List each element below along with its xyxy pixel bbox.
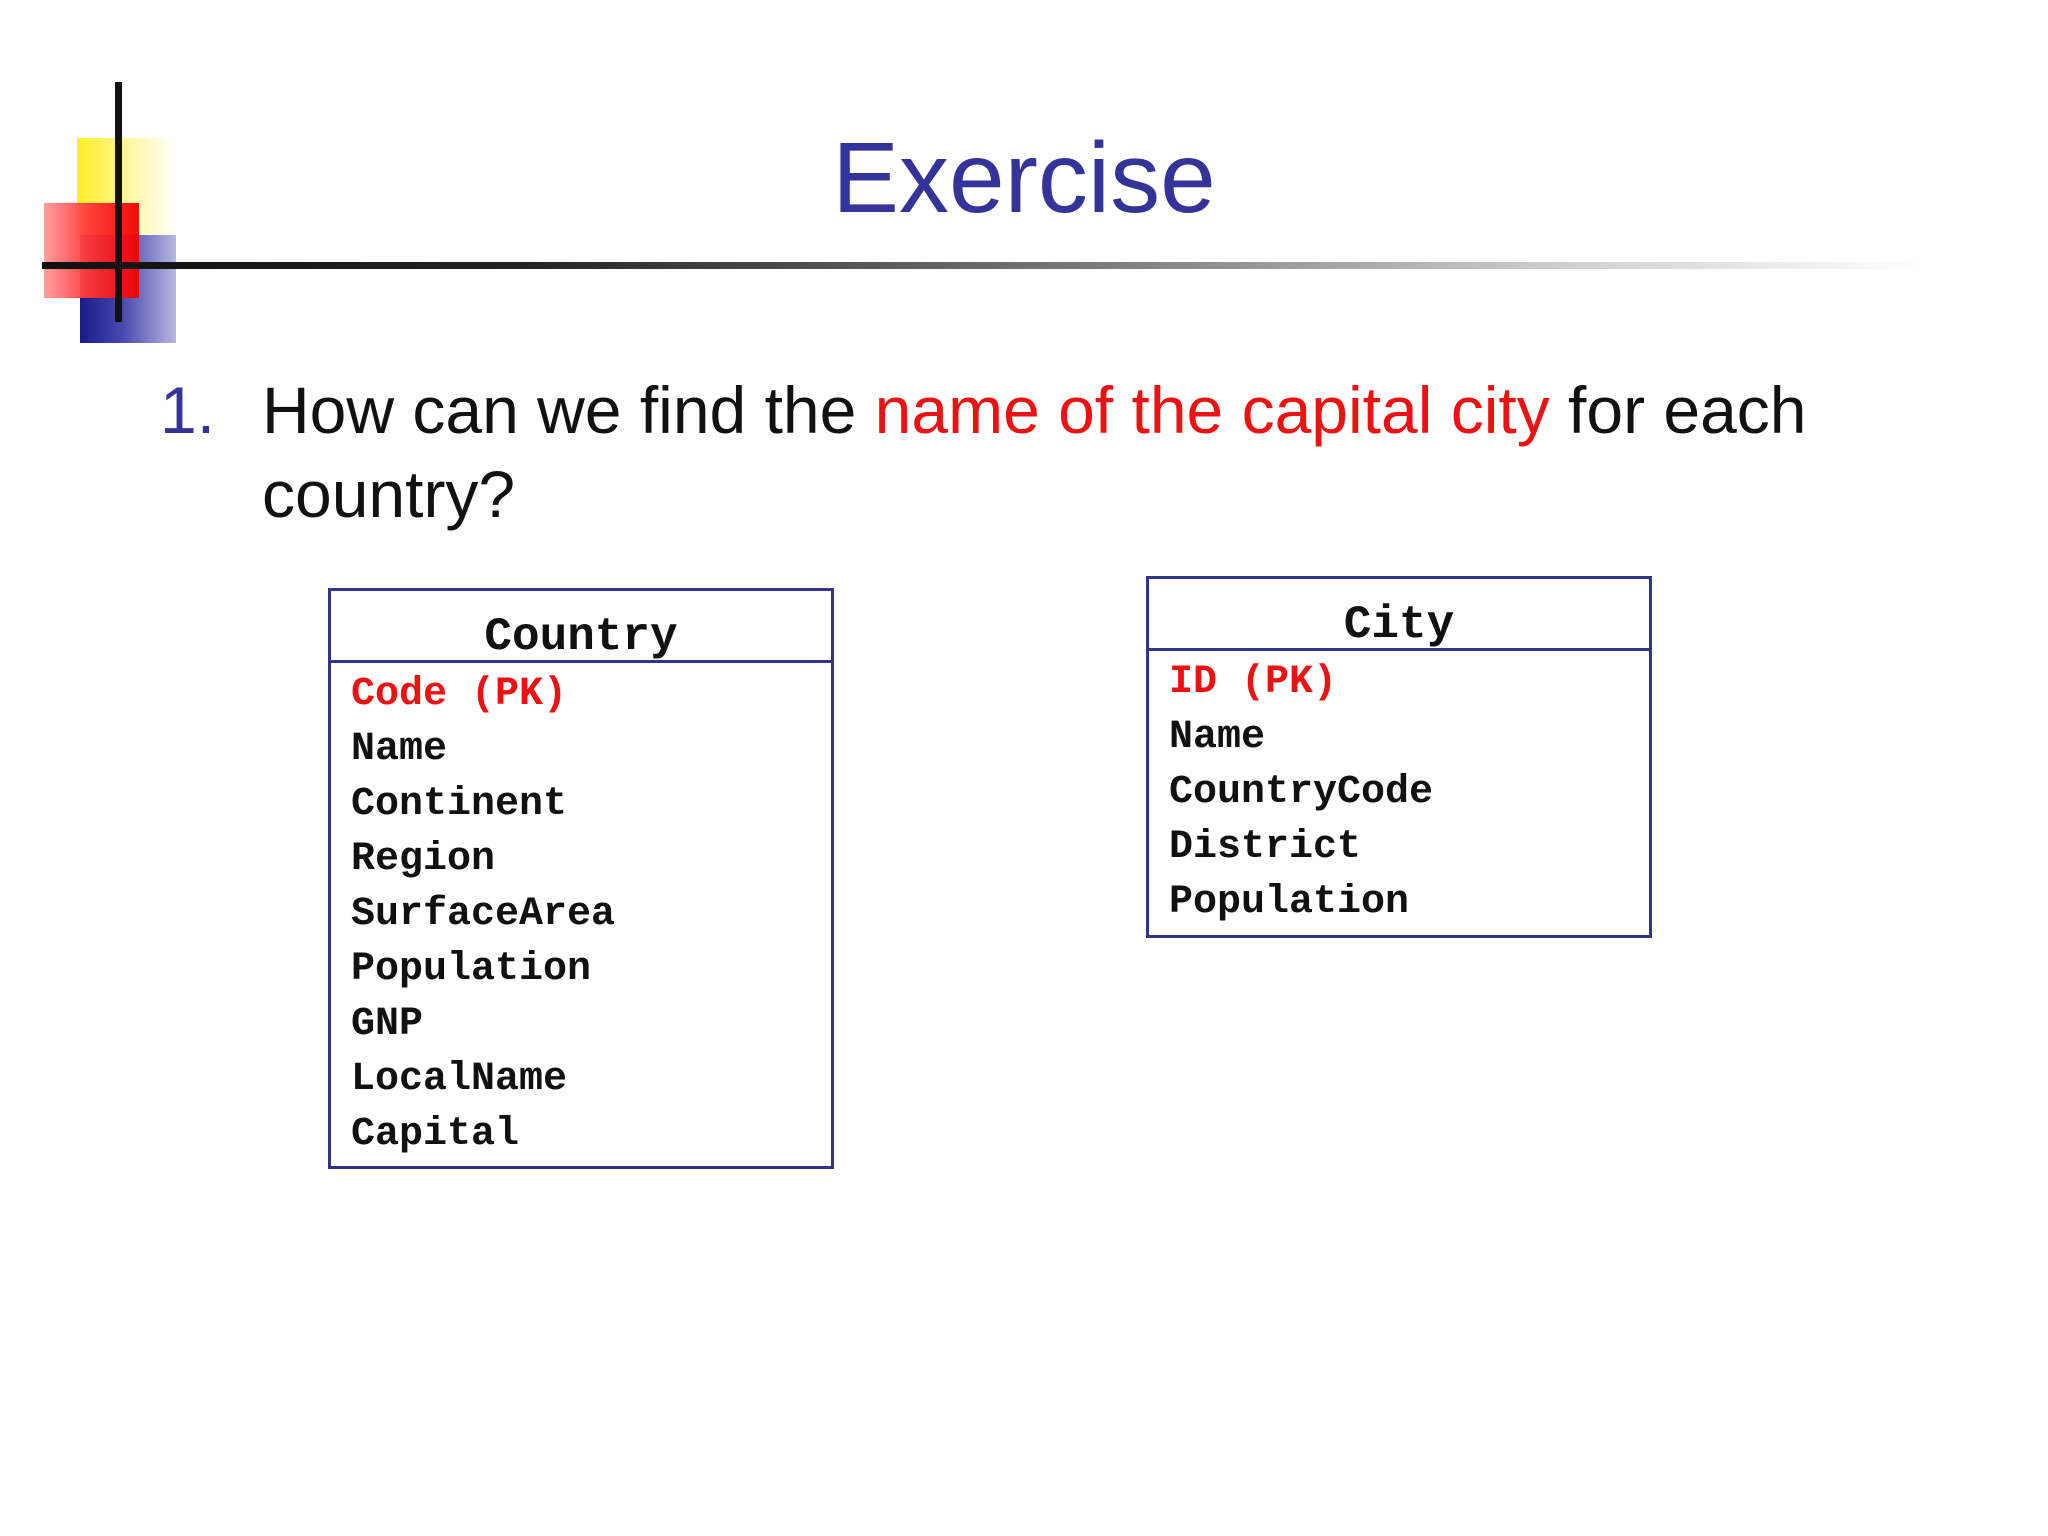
country-field: GNP xyxy=(351,1002,424,1047)
question-number: 1. xyxy=(160,373,216,447)
country-field: Continent xyxy=(351,782,568,827)
question-text-after: for each country? xyxy=(262,373,1807,531)
question-text xyxy=(262,368,1942,536)
city-table xyxy=(1146,576,1652,938)
slide-title: Exercise xyxy=(832,122,1216,234)
city-field: Name xyxy=(1169,715,1266,760)
country-field: Region xyxy=(351,837,496,882)
country-field: Name xyxy=(351,727,448,772)
city-field: Population xyxy=(1169,880,1410,925)
city-primary-key: ID (PK) xyxy=(1169,660,1338,705)
country-primary-key: Code (PK) xyxy=(351,672,568,717)
country-table xyxy=(328,588,834,1169)
country-table-fields xyxy=(331,663,831,1162)
question-text-before: How can we find the xyxy=(262,373,875,447)
country-field: LocalName xyxy=(351,1057,568,1102)
city-table-fields xyxy=(1149,651,1649,930)
country-field: Population xyxy=(351,947,592,992)
title-underline-rule xyxy=(42,262,1922,269)
country-table-header: Country xyxy=(331,591,831,663)
city-field: CountryCode xyxy=(1169,770,1434,815)
question-highlight: name of the capital city xyxy=(874,373,1550,447)
country-field: SurfaceArea xyxy=(351,892,616,937)
country-field: Capital xyxy=(351,1112,520,1157)
city-field: District xyxy=(1169,825,1362,870)
city-table-header: City xyxy=(1149,579,1649,651)
